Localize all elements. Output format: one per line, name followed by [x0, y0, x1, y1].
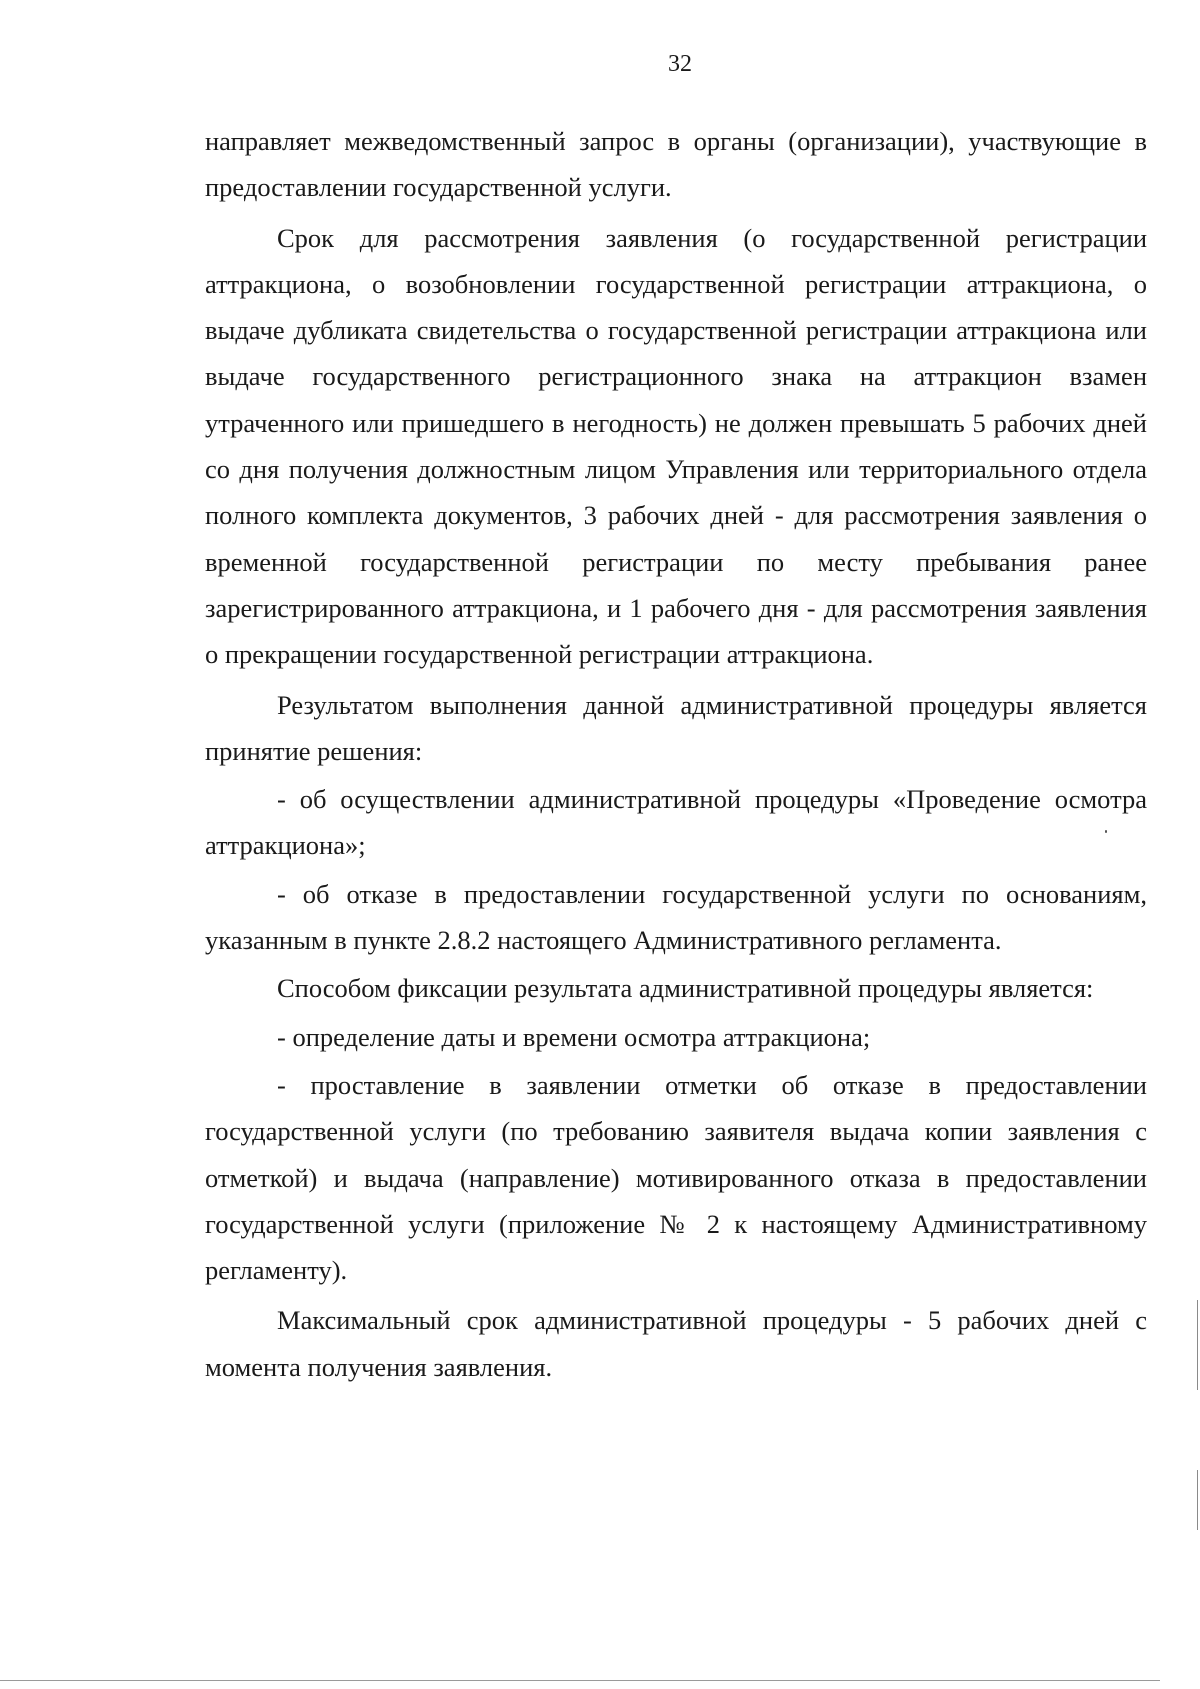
paragraph-3: Результатом выполнения данной административной процедуры является принятие решения: [205, 689, 1147, 766]
scan-bottom-rule [0, 1680, 1160, 1681]
paragraph-4: - об осуществлении административной процедуры «Проведение осмотра аттракциона»; [205, 784, 1147, 861]
paragraph-5: - об отказе в предоставлении государственной услуги по основаниям, указанным в пункте 2.8.2 настоящего Административного регламента. [205, 878, 1147, 956]
paragraph-7: - определение даты и времени осмотра аттракциона; [277, 1021, 871, 1052]
scan-edge-mark [1197, 1470, 1198, 1530]
document-body [205, 118, 1147, 1392]
paragraph-2: Срок для рассмотрения заявления (о государственной регистрации аттракциона, о возобновлении государственной регистрации аттракциона, о выдаче дубликата свидетельства о государственной регистрации аттракциона или выдаче государственного регистрационного знака на аттракцион взамен утраченного или пришедшего в негодность) не должен превышать 5 рабочих дней со дня получения должностным лицом Управления или территориального отдела полного комплекта документов, 3 рабочих дней - для рассмотрения заявления о временной государственной регистрации по месту пребывания ранее зарегистрированного аттракциона, и 1 рабочего дня - для рассмотрения заявления о прекращении государственной регистрации аттракциона. [205, 222, 1147, 670]
paragraph-1: направляет межведомственный запрос в органы (организации), участвующие в предоставлении государственной услуги. [205, 126, 1147, 203]
scan-edge-mark [1197, 1300, 1198, 1390]
paragraph-9: Максимальный срок административной процедуры - 5 рабочих дней с момента получения заявления. [205, 1305, 1147, 1382]
page-number: 32 [668, 51, 692, 77]
paragraph-8: - проставление в заявлении отметки об отказе в предоставлении государственной услуги (по требованию заявителя выдача копии заявления с отметкой) и выдача (направление) мотивированного отказа в предоставлении государственной услуги (приложение № 2 к настоящему Административному регламенту). [205, 1069, 1147, 1286]
scan-speck [1105, 830, 1107, 833]
paragraph-6: Способом фиксации результата административной процедуры является: [277, 973, 1094, 1004]
